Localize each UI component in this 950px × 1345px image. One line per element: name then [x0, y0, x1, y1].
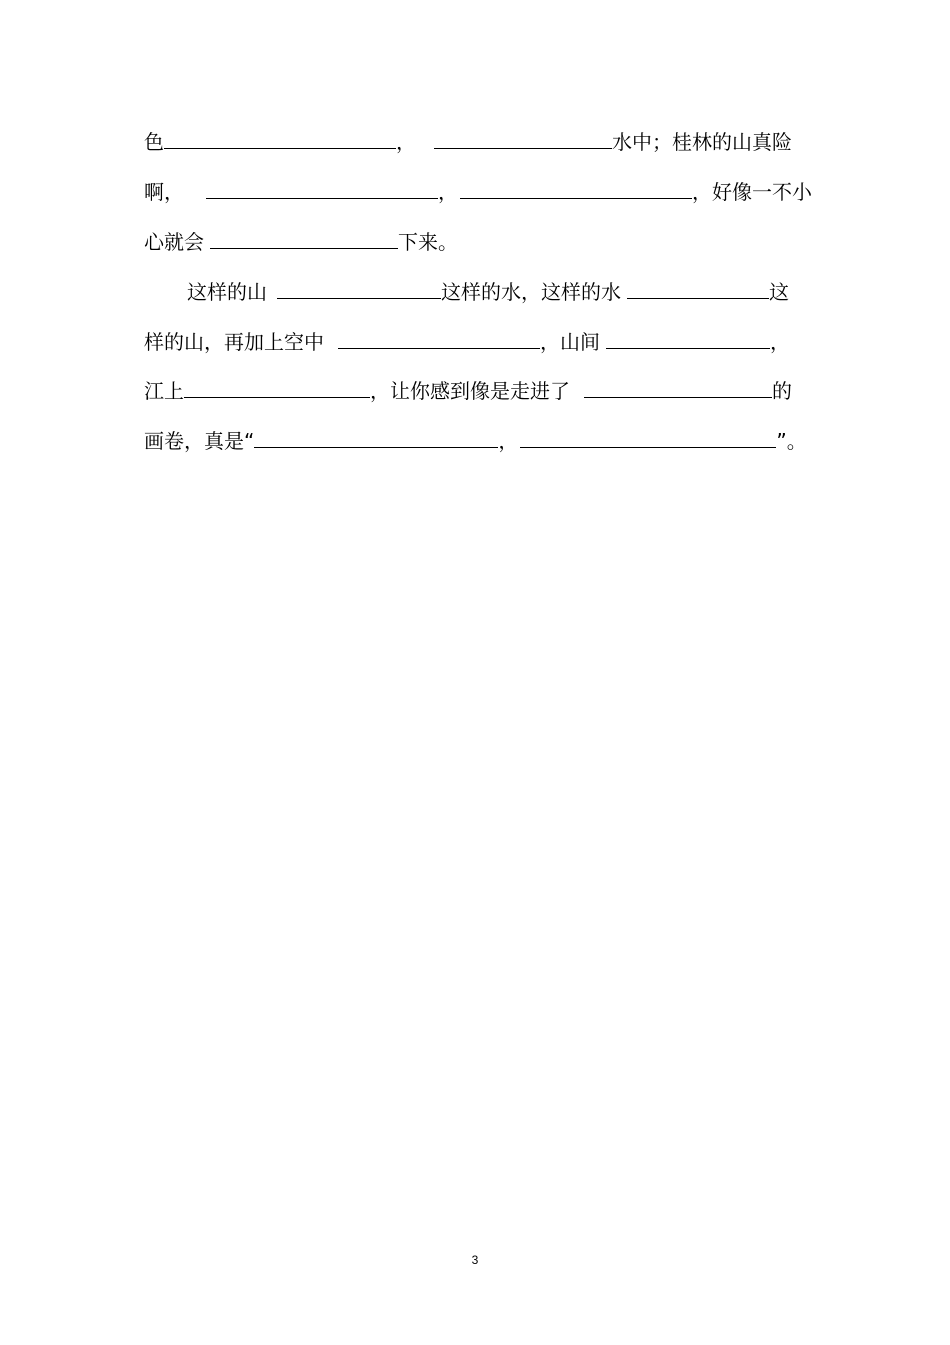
text-segment: 的 — [772, 379, 792, 403]
fill-blank[interactable] — [254, 427, 498, 448]
text-segment: ， — [498, 429, 519, 453]
text-segment: 水中；桂林的山真险 — [612, 130, 792, 154]
text-segment: ”。 — [776, 429, 807, 453]
text-segment: 这样的山 — [187, 280, 267, 304]
text-segment: ，让你感到像是走进了 — [370, 379, 570, 403]
fill-blank[interactable] — [164, 128, 396, 149]
fill-blank[interactable] — [210, 228, 398, 249]
fill-blank[interactable] — [338, 328, 540, 349]
text-line-1 — [144, 127, 792, 157]
fill-blank[interactable] — [627, 278, 769, 299]
fill-blank[interactable] — [206, 178, 438, 199]
text-line-4 — [187, 277, 789, 307]
fill-blank[interactable] — [520, 427, 776, 448]
fill-blank[interactable] — [606, 328, 770, 349]
text-line-2 — [144, 177, 812, 207]
text-segment: ， — [396, 130, 416, 154]
text-segment: 这样的水，这样的水 — [441, 280, 621, 304]
text-segment: 这 — [769, 280, 789, 304]
text-segment: ，好像一不小 — [692, 180, 812, 204]
text-line-7 — [144, 426, 807, 456]
text-segment: 样的山，再加上空中 — [144, 330, 324, 354]
text-line-3 — [144, 227, 458, 257]
text-line-5 — [144, 327, 790, 357]
fill-blank[interactable] — [584, 377, 772, 398]
text-segment: 江上 — [144, 379, 184, 403]
text-segment: ， — [438, 180, 458, 204]
text-segment: 色 — [144, 130, 164, 154]
fill-blank[interactable] — [434, 128, 612, 149]
text-segment: ，山间 — [540, 330, 600, 354]
fill-blank[interactable] — [277, 278, 441, 299]
text-segment: 啊， — [144, 180, 184, 204]
text-segment: 心就会 — [144, 230, 204, 254]
text-segment: 下来。 — [398, 230, 458, 254]
text-line-6 — [144, 376, 792, 406]
fill-blank[interactable] — [184, 377, 370, 398]
page-number: 3 — [471, 1253, 479, 1267]
fill-blank[interactable] — [460, 178, 692, 199]
text-segment: 画卷，真是“ — [144, 429, 255, 453]
text-segment: ， — [770, 330, 790, 354]
